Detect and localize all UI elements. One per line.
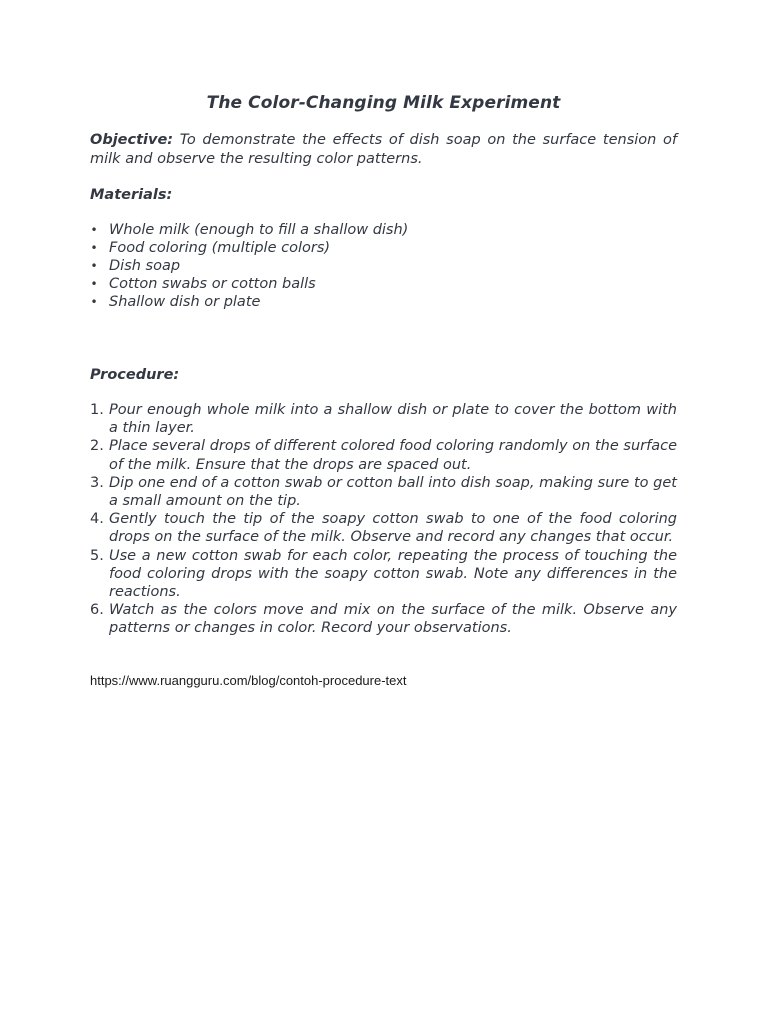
procedure-step [90,437,677,473]
bullet-icon: • [90,277,98,291]
step-number: 6. [90,602,104,619]
materials-item-text: Whole milk (enough to fill a shallow dish) [109,222,409,238]
document-title: The Color-Changing Milk Experiment [206,93,561,113]
materials-item-text: Cotton swabs or cotton balls [109,276,316,292]
materials-item [90,221,677,239]
materials-item-text: Food coloring (multiple colors) [109,240,331,256]
materials-item [90,275,677,293]
document-content [90,91,677,689]
bullet-icon: • [90,241,98,255]
materials-heading: Materials: [90,187,173,203]
materials-item-text: Dish soap [109,258,181,274]
procedure-step [90,401,677,437]
step-number: 3. [90,474,104,491]
materials-item [90,293,677,311]
step-number: 5. [90,547,104,564]
procedure-step [90,510,677,546]
step-number: 4. [90,511,104,528]
step-text: Pour enough whole milk into a shallow dish or plate to cover the bottom with a thin layer. [109,402,677,437]
bullet-icon: • [90,259,98,273]
objective-paragraph [90,131,677,168]
procedure-list [90,401,677,638]
bullet-icon: • [90,223,98,237]
materials-item [90,257,677,275]
procedure-step [90,547,677,602]
materials-item-text: Shallow dish or plate [109,294,261,310]
procedure-step [90,474,677,510]
procedure-step [90,601,677,637]
step-number: 2. [90,438,104,455]
objective-text: To demonstrate the effects of dish soap on the surface tension of milk and observe the resulting color patterns. [90,132,678,167]
step-text: Dip one end of a cotton swab or cotton ball into dish soap, making sure to get a small amount on the tip. [109,474,677,510]
procedure-heading: Procedure: [90,367,180,383]
source-url: https://www.ruangguru.com/blog/contoh-procedure-text [90,672,407,688]
materials-item [90,239,677,257]
materials-list [90,221,677,311]
step-text: Place several drops of different colored food coloring randomly on the surface of the milk. Ensure that the drops are spaced out. [109,438,677,473]
step-text: Gently touch the tip of the soapy cotton swab to one of the food coloring drops on the surface of the milk. Observe and record any changes that occur. [109,511,677,546]
step-text: Watch as the colors move and mix on the surface of the milk. Observe any patterns or changes in color. Record your observations. [109,602,677,637]
objective-label: Objective: [90,132,174,148]
bullet-icon: • [90,295,98,309]
step-number: 1. [90,402,104,418]
step-text: Use a new cotton swab for each color, repeating the process of touching the food coloring drops with the soapy cotton swab. Note any differences in the reactions. [109,547,677,601]
